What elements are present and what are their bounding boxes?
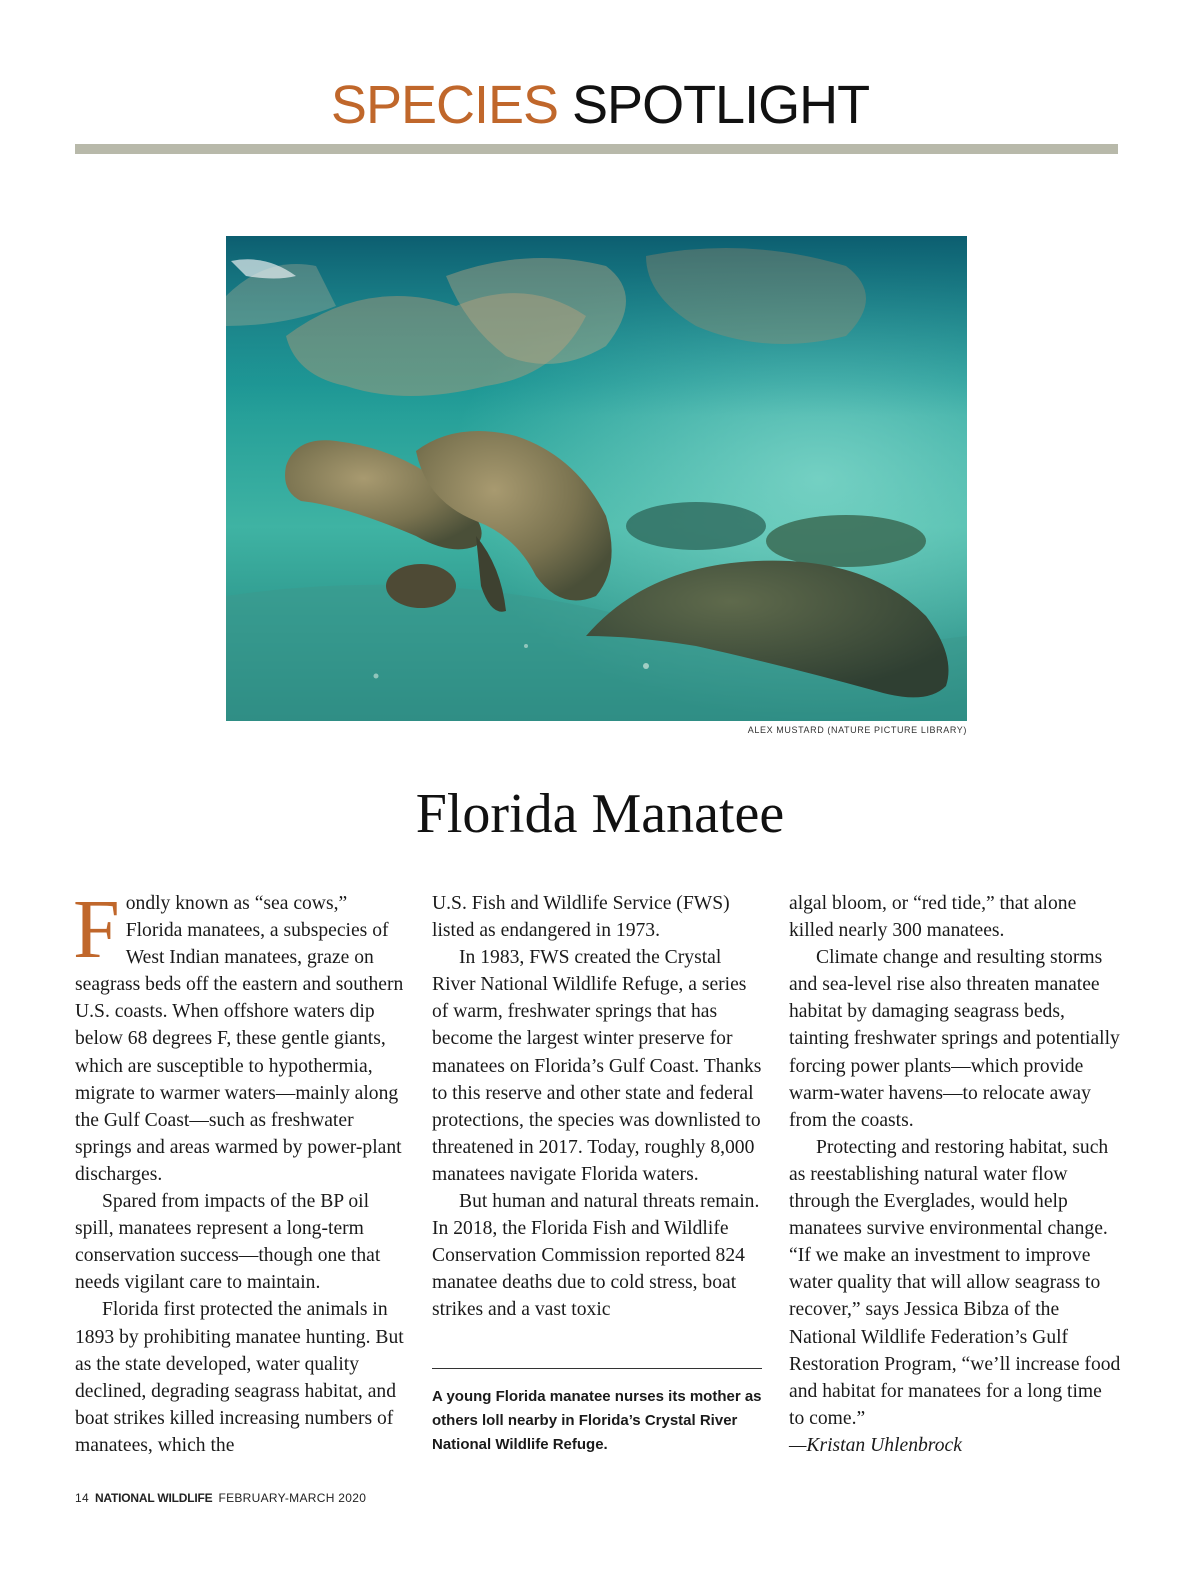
paragraph: But human and natural threats remain. In 2018, the Florida Fish and Wildlife Conservation Commission reported 824 manatee deaths due to cold stress, boat strikes and a vast toxic <box>432 1191 760 1321</box>
magazine-name: NATIONAL WILDLIFE <box>94 1491 213 1505</box>
paragraph: Protecting and restoring habitat, such as reestablishing natural water flow through the Everglades, would help manatees survive environmental change. “If we make an investment to improve water quality that will allow seagrass to recover,” says Jessica Bibza of the National Wildlife Federation’s Gulf Restoration Program, “we’ll increase food and habitat for manatees for a long time to come.” <box>789 1136 1121 1429</box>
header-rule <box>75 144 1118 154</box>
page-number: 14 <box>75 1491 89 1505</box>
paragraph: Florida first protected the animals in 1893 by prohibiting manatee hunting. But as the state developed, water quality declined, degrading seagrass habitat, and boat strikes killed increasing numbers of manatees, which the <box>75 1299 404 1456</box>
article-title: Florida Manatee <box>415 783 785 845</box>
drop-cap: F <box>73 883 120 976</box>
caption-divider <box>432 1368 762 1369</box>
article-column-3 <box>789 890 1121 1459</box>
byline: —Kristan Uhlenbrock <box>789 1434 962 1456</box>
issue-date: FEBRUARY-MARCH 2020 <box>218 1491 367 1505</box>
section-header-word-species: SPECIES <box>330 75 559 135</box>
page-footer <box>75 1491 366 1505</box>
paragraph: Fondly known as “sea cows,” Florida manatees, a subspecies of West Indian manatees, graze on seagrass beds off the eastern and southern U.S. coasts. When offshore waters dip below 68 degrees F, these gentle giants, which are susceptible to hypothermia, migrate to warmer waters—mainly along the Gulf Coast—such as freshwater springs and areas warmed by power-plant discharges. <box>73 883 404 1185</box>
paragraph: Climate change and resulting storms and sea-level rise also threaten manatee habitat by damaging seagrass beds, tainting freshwater springs and potentially forcing power plants—which provide warm-water havens—to relocate away from the coasts. <box>789 947 1120 1131</box>
section-header-word-spotlight: SPOTLIGHT <box>572 75 870 135</box>
paragraph: In 1983, FWS created the Crystal River National Wildlife Refuge, a series of warm, freshwater springs that has become the largest winter preserve for manatees on Florida’s Gulf Coast. Thanks to this reserve and other state and federal protections, the species was downlisted to threatened in 2017. Today, roughly 8,000 manatees navigate Florida waters. <box>432 947 762 1185</box>
article-column-2 <box>432 890 764 1324</box>
article-column-1 <box>73 883 405 1459</box>
photo-credit: ALEX MUSTARD (NATURE PICTURE LIBRARY) <box>747 725 967 735</box>
section-header <box>0 75 1200 135</box>
paragraph: U.S. Fish and Wildlife Service (FWS) listed as endangered in 1973. <box>432 893 730 942</box>
manatee-photo <box>226 236 967 721</box>
photo-caption: A young Florida manatee nurses its mother as others loll nearby in Florida’s Crystal River National Wildlife Refuge. <box>432 1388 762 1453</box>
paragraph: algal bloom, or “red tide,” that alone killed nearly 300 manatees. <box>789 893 1077 942</box>
paragraph: Spared from impacts of the BP oil spill, manatees represent a long-term conservation success—though one that needs vigilant care to maintain. <box>75 1191 381 1294</box>
